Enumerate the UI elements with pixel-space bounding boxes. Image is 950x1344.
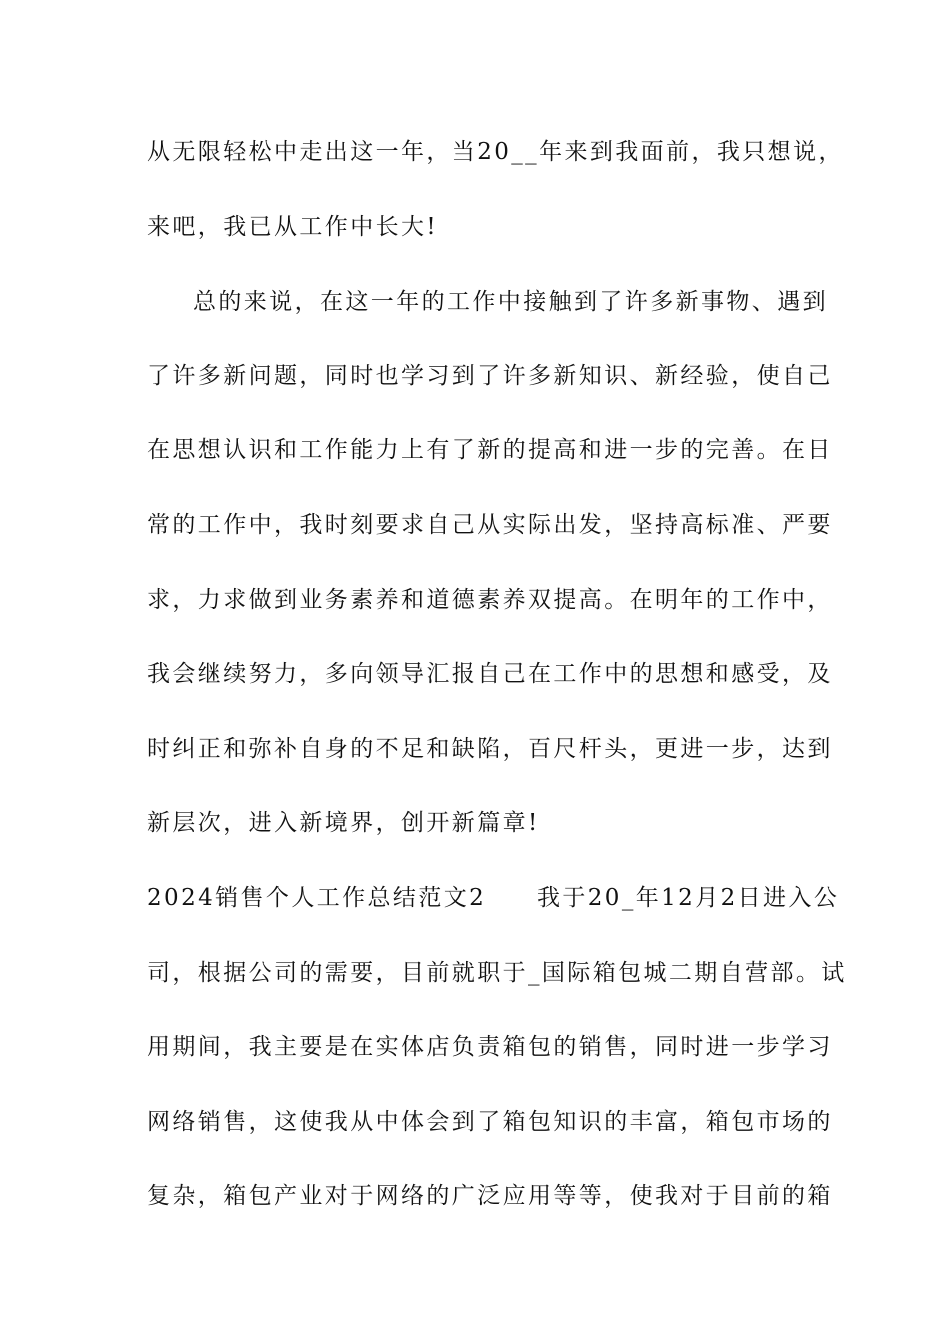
- text-line: 来吧，我已从工作中长大!: [147, 214, 439, 240]
- text-line: 求，力求做到业务素养和道德素养双提高。在明年的工作中，: [147, 587, 833, 613]
- text-line: 从无限轻松中走出这一年，当20__年来到我面前，我只想说，: [147, 139, 844, 165]
- section-heading-line: 2024销售个人工作总结范文2 我于20_年12月2日进入公: [147, 885, 840, 911]
- text-line: 新层次，进入新境界，创开新篇章!: [147, 810, 540, 836]
- text-line: 在思想认识和工作能力上有了新的提高和进一步的完善。在日: [147, 437, 833, 463]
- text-line: 常的工作中，我时刻要求自己从实际出发，坚持高标准、严要: [147, 512, 833, 538]
- text-line: 了许多新问题，同时也学习到了许多新知识、新经验，使自己: [147, 363, 833, 389]
- text-line: 复杂，箱包产业对于网络的广泛应用等等，使我对于目前的箱: [147, 1183, 833, 1209]
- text-line: 我会继续努力，多向领导汇报自己在工作中的思想和感受，及: [147, 661, 833, 687]
- text-line: 网络销售，这使我从中体会到了箱包知识的丰富，箱包市场的: [147, 1109, 833, 1135]
- text-line: 用期间，我主要是在实体店负责箱包的销售，同时进一步学习: [147, 1034, 833, 1060]
- text-line: 时纠正和弥补自身的不足和缺陷，百尺杆头，更进一步，达到: [147, 736, 833, 762]
- paragraph-first-line: 总的来说，在这一年的工作中接触到了许多新事物、遇到: [193, 289, 828, 315]
- text-line: 司，根据公司的需要，目前就职于_国际箱包城二期自营部。试: [147, 960, 847, 986]
